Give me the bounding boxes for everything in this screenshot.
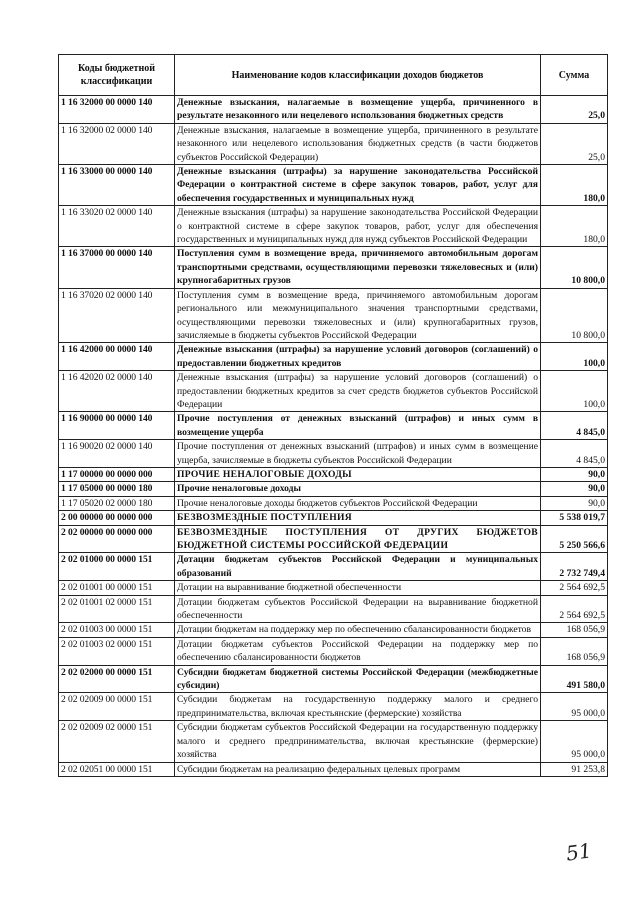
- table-row: [59, 371, 608, 412]
- table-body: [59, 96, 608, 777]
- row-code: 1 16 37020 02 0000 140: [59, 288, 175, 343]
- table-row: [59, 96, 608, 124]
- row-name: Денежные взыскания (штрафы) за нарушение законодательства Российской Федерации о контрактной системе в сфере закупок товаров, работ, услуг для обеспечения государственных и муниципальных нужд: [175, 165, 541, 206]
- table-row: [59, 123, 608, 164]
- row-name: Прочие неналоговые доходы: [175, 482, 541, 496]
- row-name: Поступления сумм в возмещение вреда, причиняемого автомобильным дорогам транспортными средствами, осуществляющими перевозки тяжеловесных и (или) крупногабаритных грузов: [175, 247, 541, 288]
- row-sum: 491 580,0: [541, 665, 608, 693]
- row-sum: 90,0: [541, 467, 608, 481]
- row-sum: 100,0: [541, 371, 608, 412]
- row-code: 1 16 90000 00 0000 140: [59, 412, 175, 440]
- row-name: Денежные взыскания, налагаемые в возмещение ущерба, причиненного в результате незаконного или нецелевого использования бюджетных средств (в части бюджетов субъектов Российской Федерации): [175, 123, 541, 164]
- table-row: [59, 496, 608, 510]
- table-row: [59, 440, 608, 468]
- row-code: 2 02 01000 00 0000 151: [59, 553, 175, 581]
- row-code: 1 17 00000 00 0000 000: [59, 467, 175, 481]
- page-number: 51: [564, 838, 593, 866]
- row-code: 1 17 05020 02 0000 180: [59, 496, 175, 510]
- row-code: 2 02 01003 02 0000 151: [59, 637, 175, 665]
- row-name: Дотации бюджетам субъектов Российской Федерации и муниципальных образований: [175, 553, 541, 581]
- row-sum: 2 564 692,5: [541, 581, 608, 595]
- row-code: 1 16 90020 02 0000 140: [59, 440, 175, 468]
- table-row: [59, 247, 608, 288]
- header-sum: Сумма: [541, 55, 608, 96]
- row-sum: 25,0: [541, 96, 608, 124]
- table-row: [59, 525, 608, 553]
- row-sum: 4 845,0: [541, 440, 608, 468]
- row-sum: 95 000,0: [541, 721, 608, 762]
- row-sum: 10 800,0: [541, 247, 608, 288]
- row-code: 1 16 33000 00 0000 140: [59, 165, 175, 206]
- row-name: Денежные взыскания (штрафы) за нарушение условий договоров (соглашений) о предоставлении бюджетных кредитов за счет средств бюджетов субъектов Российской Федерации: [175, 371, 541, 412]
- row-code: 2 02 02009 00 0000 151: [59, 693, 175, 721]
- row-sum: 4 845,0: [541, 412, 608, 440]
- row-name: Прочие поступления от денежных взысканий (штрафов) и иных сумм в возмещение ущерба: [175, 412, 541, 440]
- row-code: 2 02 02009 02 0000 151: [59, 721, 175, 762]
- header-code: Коды бюджетной классификации: [59, 55, 175, 96]
- row-name: ПРОЧИЕ НЕНАЛОГОВЫЕ ДОХОДЫ: [175, 467, 541, 481]
- row-sum: 10 800,0: [541, 288, 608, 343]
- row-code: 1 16 32000 00 0000 140: [59, 96, 175, 124]
- row-sum: 90,0: [541, 496, 608, 510]
- row-name: Субсидии бюджетам субъектов Российской Федерации на государственную поддержку малого и среднего предпринимательства, включая крестьянские (фермерские) хозяйства: [175, 721, 541, 762]
- row-sum: 90,0: [541, 482, 608, 496]
- table-row: [59, 553, 608, 581]
- row-name: БЕЗВОЗМЕЗДНЫЕ ПОСТУПЛЕНИЯ ОТ ДРУГИХ БЮДЖЕТОВ БЮДЖЕТНОЙ СИСТЕМЫ РОССИЙСКОЙ ФЕДЕРАЦИИ: [175, 525, 541, 553]
- table-row: [59, 511, 608, 525]
- row-name: Прочие поступления от денежных взысканий (штрафов) и иных сумм в возмещение ущерба, зачисляемые в бюджеты субъектов Российской Федерации: [175, 440, 541, 468]
- row-code: 1 16 42000 00 0000 140: [59, 343, 175, 371]
- row-code: 2 02 01001 02 0000 151: [59, 595, 175, 623]
- row-code: 2 02 01001 00 0000 151: [59, 581, 175, 595]
- row-name: БЕЗВОЗМЕЗДНЫЕ ПОСТУПЛЕНИЯ: [175, 511, 541, 525]
- table-row: [59, 721, 608, 762]
- row-code: 1 16 37000 00 0000 140: [59, 247, 175, 288]
- row-name: Денежные взыскания (штрафы) за нарушение условий договоров (соглашений) о предоставлении бюджетных кредитов: [175, 343, 541, 371]
- row-code: 1 16 42020 02 0000 140: [59, 371, 175, 412]
- row-sum: 168 056,9: [541, 637, 608, 665]
- row-code: 2 00 00000 00 0000 000: [59, 511, 175, 525]
- row-name: Поступления сумм в возмещение вреда, причиняемого автомобильным дорогам регионального или межмуниципального значения транспортными средствами, осуществляющими перевозки тяжеловесных и (или) крупногабаритных грузов, зачисляемые в бюджеты субъектов Российской Федерации: [175, 288, 541, 343]
- table-row: [59, 165, 608, 206]
- table-row: [59, 762, 608, 776]
- row-name: Прочие неналоговые доходы бюджетов субъектов Российской Федерации: [175, 496, 541, 510]
- row-name: Дотации бюджетам субъектов Российской Федерации на выравнивание бюджетной обеспеченности: [175, 595, 541, 623]
- header-name: Наименование кодов классификации доходов бюджетов: [175, 55, 541, 96]
- table-row: [59, 482, 608, 496]
- table-row: [59, 595, 608, 623]
- row-name: Субсидии бюджетам на реализацию федеральных целевых программ: [175, 762, 541, 776]
- row-code: 2 02 02051 00 0000 151: [59, 762, 175, 776]
- table-row: [59, 693, 608, 721]
- row-sum: 2 564 692,5: [541, 595, 608, 623]
- row-code: 1 16 33020 02 0000 140: [59, 206, 175, 247]
- row-sum: 95 000,0: [541, 693, 608, 721]
- row-sum: 91 253,8: [541, 762, 608, 776]
- budget-income-table: [58, 54, 608, 777]
- row-code: 1 16 32000 02 0000 140: [59, 123, 175, 164]
- row-name: Дотации на выравнивание бюджетной обеспеченности: [175, 581, 541, 595]
- table-row: [59, 343, 608, 371]
- table-row: [59, 288, 608, 343]
- row-sum: 100,0: [541, 343, 608, 371]
- table-header-row: [59, 55, 608, 96]
- row-code: 2 02 00000 00 0000 000: [59, 525, 175, 553]
- table-row: [59, 637, 608, 665]
- row-code: 2 02 02000 00 0000 151: [59, 665, 175, 693]
- row-name: Дотации бюджетам субъектов Российской Федерации на поддержку мер по обеспечению сбалансированности бюджетов: [175, 637, 541, 665]
- row-sum: 25,0: [541, 123, 608, 164]
- row-code: 1 17 05000 00 0000 180: [59, 482, 175, 496]
- row-sum: 180,0: [541, 165, 608, 206]
- row-name: Субсидии бюджетам бюджетной системы Российской Федерации (межбюджетные субсидии): [175, 665, 541, 693]
- row-name: Денежные взыскания, налагаемые в возмещение ущерба, причиненного в результате незаконного или нецелевого использования бюджетных средств: [175, 96, 541, 124]
- row-sum: 5 250 566,6: [541, 525, 608, 553]
- table-row: [59, 467, 608, 481]
- row-code: 2 02 01003 00 0000 151: [59, 623, 175, 637]
- table-row: [59, 581, 608, 595]
- table-row: [59, 206, 608, 247]
- table-row: [59, 665, 608, 693]
- table-row: [59, 623, 608, 637]
- table-row: [59, 412, 608, 440]
- row-sum: 168 056,9: [541, 623, 608, 637]
- row-name: Дотации бюджетам на поддержку мер по обеспечению сбалансированности бюджетов: [175, 623, 541, 637]
- row-sum: 2 732 749,4: [541, 553, 608, 581]
- row-name: Субсидии бюджетам на государственную поддержку малого и среднего предпринимательства, включая крестьянские (фермерские) хозяйства: [175, 693, 541, 721]
- row-sum: 5 538 019,7: [541, 511, 608, 525]
- row-name: Денежные взыскания (штрафы) за нарушение законодательства Российской Федерации о контрактной системе в сфере закупок товаров, работ, услуг для обеспечения государственных и муниципальных нужд для нужд субъектов Российской Федерации: [175, 206, 541, 247]
- row-sum: 180,0: [541, 206, 608, 247]
